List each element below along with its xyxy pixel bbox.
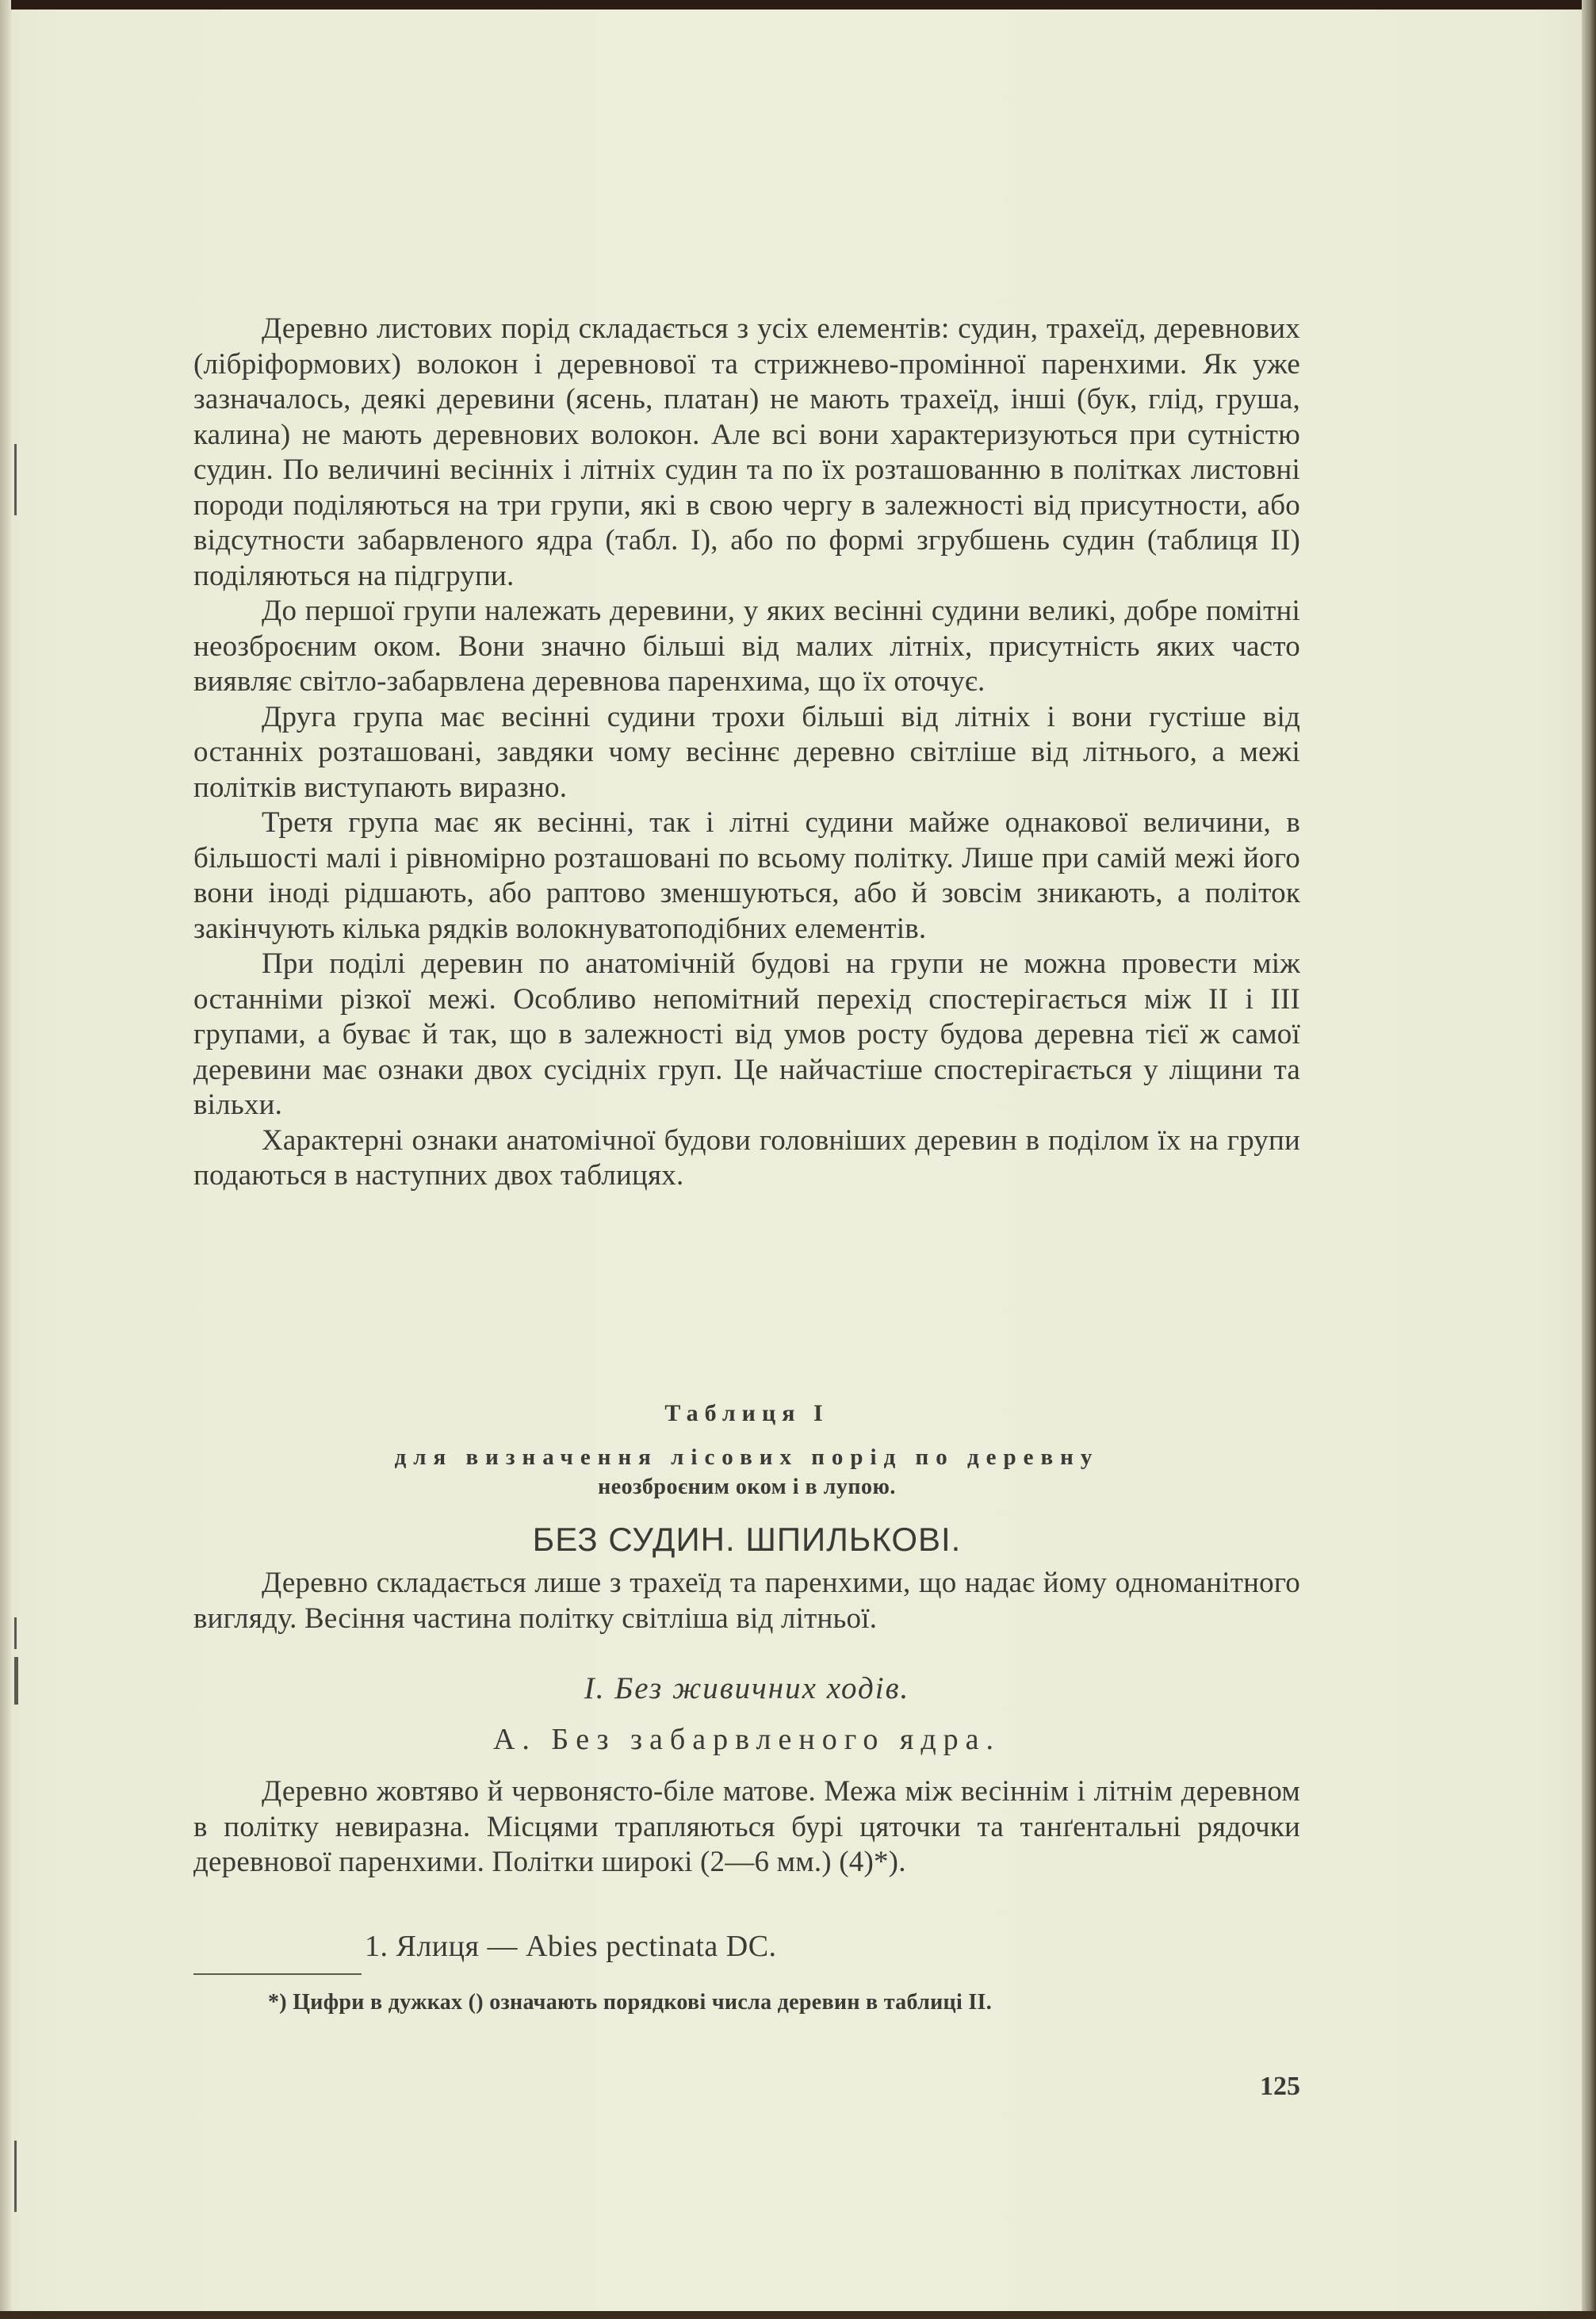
page-binding-edge xyxy=(1582,0,1596,2319)
scan-mark xyxy=(14,1617,17,1649)
section-heading: БЕЗ СУДИН. ШПИЛЬКОВІ. xyxy=(532,1521,962,1558)
subheading: I. Без живичних ходів. xyxy=(584,1671,910,1705)
footnote: *) Цифри в дужках () означають порядкові числа деревин в таблиці II. xyxy=(268,1990,993,2015)
scan-mark xyxy=(14,444,17,515)
description-text xyxy=(193,1774,1300,1881)
paragraph: Друга група має весінні судини трохи більші від літніх і вони густіше від останніх розташовані, завдяки чому весіннє деревно світліше від літнього, а межі політків виступають виразно. xyxy=(193,700,1300,804)
page-number: 125 xyxy=(1260,2072,1300,2101)
table-subtitle: неозброєним оком і в лупою. xyxy=(598,1475,896,1499)
intro-text xyxy=(193,1566,1300,1636)
paragraph: Деревно складається лише з трахеїд та паренхими, що надає йому одноманітного вигляду. Весіння частина політку світліша від літньої. xyxy=(193,1567,1300,1635)
page-bottom-edge xyxy=(0,2311,1596,2319)
paragraph: При поділі деревин по анатомічній будові на групи не можна провести між останніми різкої межі. Особливо непомітний перехід спостерігається між II і III групами, а буває й так, що в залежності від умов росту будова деревна тієї ж самої деревини має ознаки двох сусідніх груп. Це найчастіше спостерігається у ліщини та вільхи. xyxy=(193,947,1300,1121)
page-top-edge xyxy=(0,0,1596,10)
species-entry: 1. Ялиця — Abies pectinata DC. xyxy=(365,1930,777,1963)
paragraph: Третя група має як весінні, так і літні судини майже однакової величини, в більшості малі і рівномірно розташовані по всьому політку. Лише при самій межі його вони іноді рідшають, або раптово зменшуються, або й зовсім зникають, а політок закінчують кілька рядків волокнуватоподібних елементів. xyxy=(193,806,1300,945)
scan-mark xyxy=(14,2141,17,2212)
paragraph: Деревно жовтяво й червонясто-біле матове. Межа між весіннім і літнім деревном в політку невиразна. Місцями трапляються бурі цяточки та танґентальні рядочки деревнової паренхими. Політки широкі (2—6 мм.) (4)*). xyxy=(193,1775,1300,1878)
paragraph: До першої групи належать деревини, у яких весінні судини великі, добре помітні неозброєним оком. Вони значно більші від малих літніх, присутність яких часто виявляє світло-забарвлена деревнова паренхима, що їх оточує. xyxy=(193,595,1300,698)
scan-mark xyxy=(14,1657,18,1705)
subheading: А. Без забарвленого ядра. xyxy=(492,1723,1001,1756)
paragraph: Деревно листових порід складається з усіх елементів: судин, трахеїд, деревнових (лібріформових) волокон і деревнової та стрижнево-промінної паренхими. Як уже зазначалось, деякі деревини (ясень, платан) не мають трахеїд, інші (бук, глід, груша, калина) не мають деревнових волокон. Але всі вони характеризуються при сутністю судин. По величині весінніх і літніх судин та по їх розташованню в політках листовні породи поділяються на три групи, які в свою чергу в залежності від присутности, або відсутности забарвленого ядра (табл. I), або по формі згрубшень судин (таблиця II) поділяються на підгрупи. xyxy=(193,312,1300,592)
table-title: Таблиця I xyxy=(664,1400,829,1426)
paragraph: Характерні ознаки анатомічної будови головніших деревин в поділом їх на групи подаються в наступних двох таблицях. xyxy=(193,1123,1300,1192)
footnote-divider xyxy=(193,1973,362,1975)
page-left-edge xyxy=(0,0,11,2319)
table-subtitle: для визначення лісових порід по деревну xyxy=(394,1445,1100,1470)
body-text xyxy=(193,312,1300,1194)
